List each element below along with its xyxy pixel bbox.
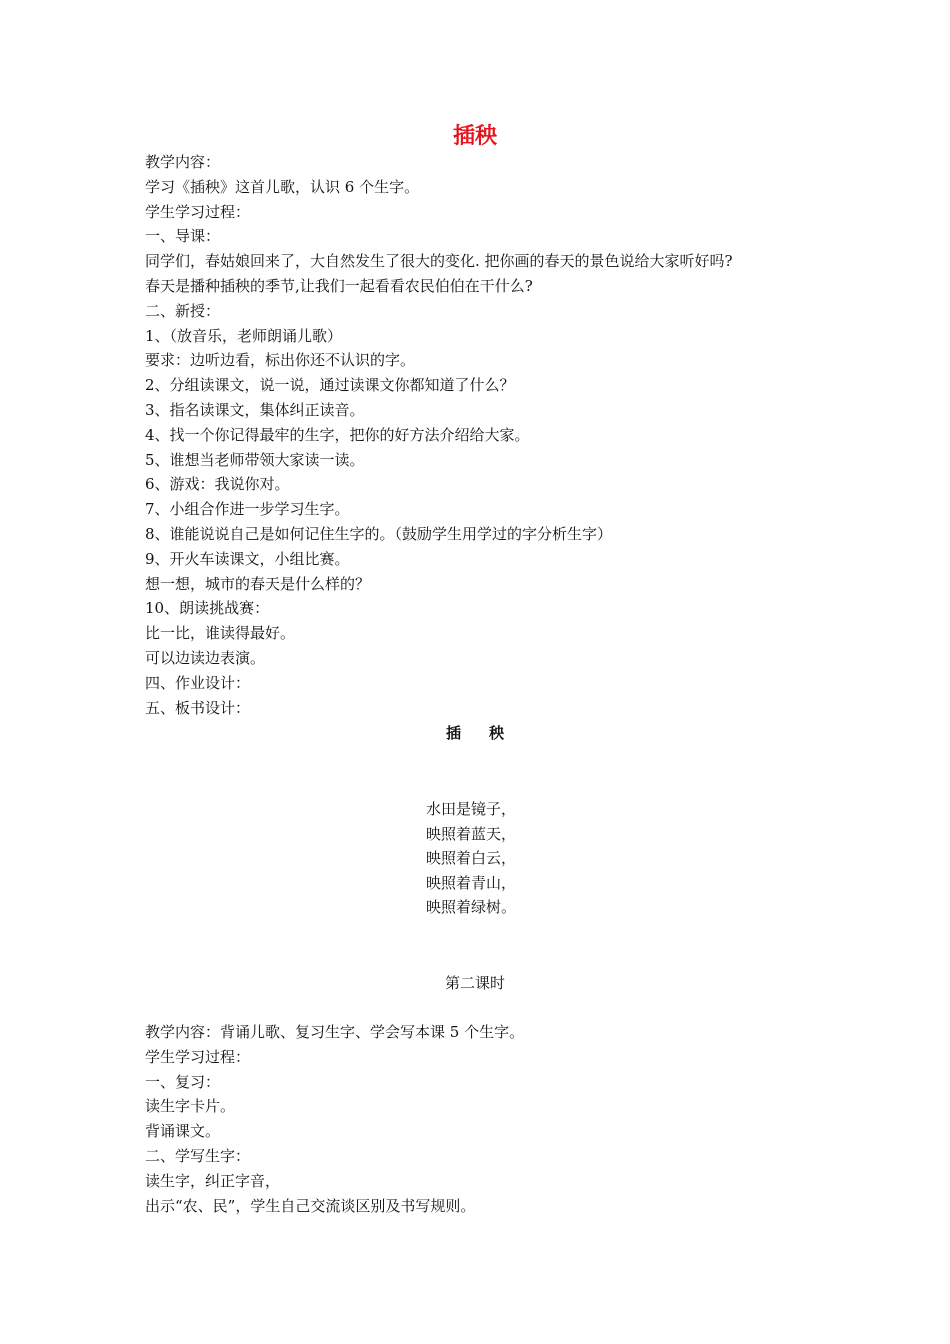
text-line: 7、小组合作进一步学习生字。 [145,500,350,519]
board-title-left: 插 [445,724,461,742]
text-line: 教学内容：背诵儿歌、复习生字、学会写本课 5 个生字。 [145,1023,525,1041]
text-line: 学生学习过程： [145,202,251,221]
text-line: 出示“农、民”，学生自己交流谈区别及书写规则。 [145,1196,476,1215]
lesson2-heading: 第二课时 [444,974,505,992]
poem-line: 映照着绿树。 [426,898,517,917]
poem-line: 映照着蓝天， [426,824,517,843]
text-line: 5、谁想当老师带领大家读一读。 [145,450,365,469]
text-line: 读生字，纠正字音， [145,1171,281,1190]
text-line: 五、板书设计： [145,698,251,717]
text-line: 同学们，春姑娘回来了，大自然发生了很大的变化. 把你画的春天的景色说给大家听好吗? [145,252,733,271]
lesson2-body [145,1020,835,1218]
poem-line: 映照着青山， [426,873,517,892]
text-line: 3、指名读课文，集体纠正读音。 [145,400,365,419]
text-line: 学生学习过程： [145,1047,251,1066]
text-line: 四、作业设计： [145,673,251,692]
text-line: 可以边读边表演。 [145,648,266,667]
text-line: 4、找一个你记得最牢的生字，把你的好方法介绍给大家。 [145,425,530,444]
text-line: 二、新授： [145,301,221,320]
text-line: 2、分组读课文，说一说，通过读课文你都知道了什么？ [145,376,515,395]
lesson1-body [145,150,835,720]
poem-line: 映照着白云， [426,849,517,868]
text-line: 想一想，城市的春天是什么样的？ [145,574,371,593]
document-title: 插秧 [452,124,497,149]
text-line: 一、导课： [145,227,221,246]
text-line: 9、开火车读课文，小组比赛。 [145,549,350,568]
text-line: 二、学写生字： [145,1146,251,1165]
text-line: 比一比，谁读得最好。 [145,624,296,643]
board-poem [426,797,516,920]
text-line: 学习《插秧》这首儿歌，认识 6 个生字。 [145,177,420,196]
poem-line: 水田是镜子， [426,800,517,818]
text-line: 春天是播种插秧的季节,让我们一起看看农民伯伯在干什么? [145,276,533,295]
text-line: 背诵课文。 [145,1122,221,1141]
text-line: 教学内容： [145,153,221,171]
text-line: 一、复习： [145,1072,221,1091]
board-title-right: 秧 [489,724,505,742]
text-line: 8、谁能说说自己是如何记住生字的。（鼓励学生用学过的字分析生字） [145,524,613,543]
text-line: 读生字卡片。 [145,1097,236,1116]
text-line: 10、朗读挑战赛： [145,599,270,618]
text-line: 要求：边听边看，标出你还不认识的字。 [145,351,416,370]
text-line: 1、（放音乐，老师朗诵儿歌） [145,326,343,345]
board-title [0,721,950,745]
text-line: 6、游戏：我说你对。 [145,475,290,494]
